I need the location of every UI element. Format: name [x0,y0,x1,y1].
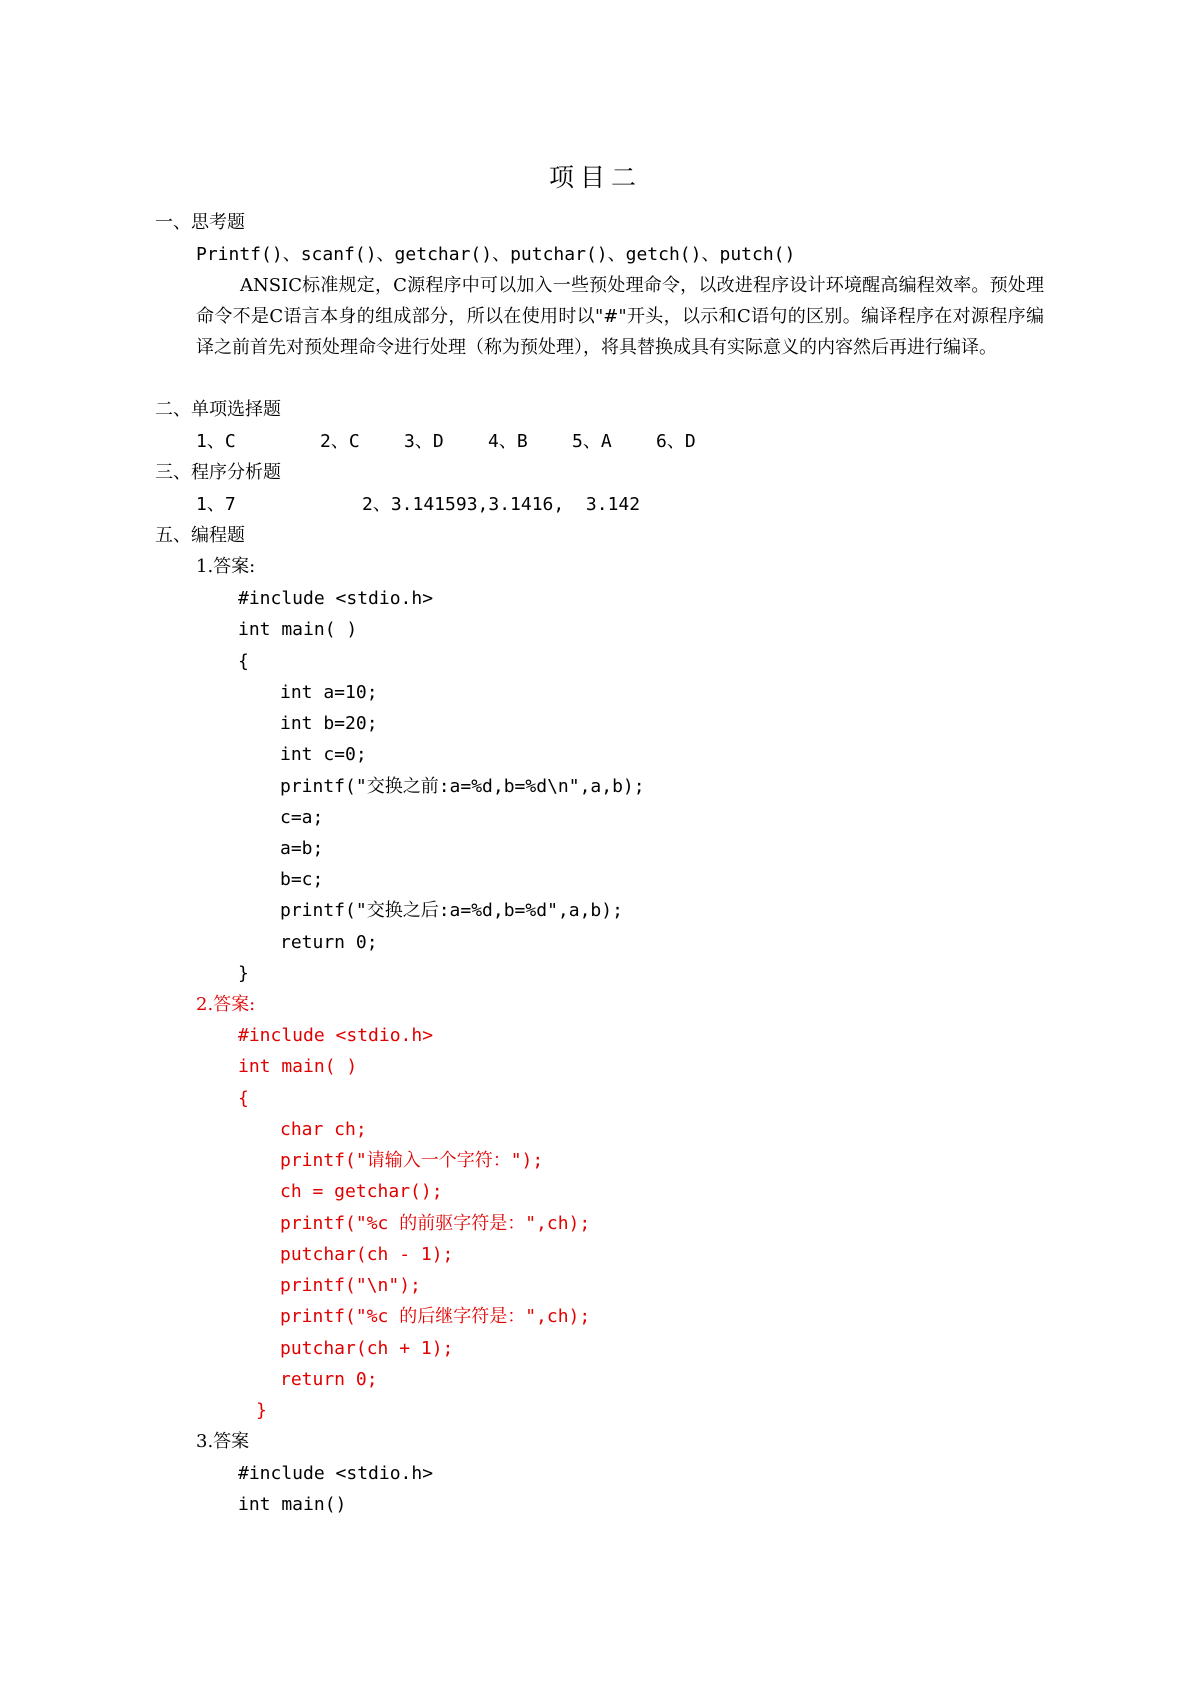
section-heading-programming: 五、编程题 [155,525,245,546]
section-heading-analysis: 三、程序分析题 [155,462,281,483]
code-line: int a=10; [280,682,378,703]
code-line: { [238,1088,249,1109]
code-line: int b=20; [280,713,378,734]
code-line: int main() [238,1494,347,1515]
code-line: printf("交换之后:a=%d,b=%d",a,b); [280,900,623,921]
choice-answer-2: 2、C [320,431,360,452]
code-line: c=a; [280,807,324,828]
q2-label: 2.答案: [196,994,256,1015]
code-line: #include <stdio.h> [238,1463,434,1484]
code-line: int c=0; [280,744,367,765]
analysis-answer-1: 1、7 [196,494,236,515]
code-line: char ch; [280,1119,367,1140]
code-line: printf("%c 的后继字符是：",ch); [280,1306,591,1327]
choice-answer-6: 6、D [656,431,696,452]
choice-answer-1: 1、C [196,431,236,452]
code-line: #include <stdio.h> [238,588,434,609]
code-line: b=c; [280,869,324,890]
analysis-answer-2: 2、3.141593,3.1416, 3.142 [362,494,641,515]
code-line: printf("请输入一个字符："); [280,1150,544,1171]
code-line: } [238,963,249,984]
code-line: printf("\n"); [280,1275,421,1296]
q1-label: 1.答案: [196,556,256,577]
choice-answer-3: 3、D [404,431,444,452]
code-line: printf("交换之前:a=%d,b=%d\n",a,b); [280,776,645,797]
code-line: int main( ) [238,619,358,640]
code-line: } [256,1400,267,1421]
preprocess-paragraph: ANSIC标准规定，C源程序中可以加入一些预处理命令，以改进程序设计环境醒高编程效率。预处理命令不是C语言本身的组成部分，所以在使用时以"#"开头，以示和C语句的区别。编译程序在对源程序编译之前首先对预处理命令进行处理（称为预处理），将具替换成具有实际意义的内容然后再进行编译。 [196,275,1044,358]
section-heading-choice: 二、单项选择题 [155,399,281,420]
section-heading-thinking: 一、思考题 [155,212,245,233]
code-line: putchar(ch + 1); [280,1338,454,1359]
code-line: int main( ) [238,1056,358,1077]
code-line: putchar(ch - 1); [280,1244,454,1265]
code-line: printf("%c 的前驱字符是：",ch); [280,1213,591,1234]
code-line: return 0; [280,1369,378,1390]
choice-answer-5: 5、A [572,431,612,452]
q3-label: 3.答案 [196,1431,250,1452]
code-line: return 0; [280,932,378,953]
function-list: Printf()、scanf()、getchar()、putchar()、getch()、putch() [196,244,796,265]
code-line: ch = getchar(); [280,1181,443,1202]
code-line: { [238,651,249,672]
code-line: #include <stdio.h> [238,1025,434,1046]
choice-answer-4: 4、B [488,431,528,452]
page-title: 项目二 [548,163,642,192]
code-line: a=b; [280,838,324,859]
